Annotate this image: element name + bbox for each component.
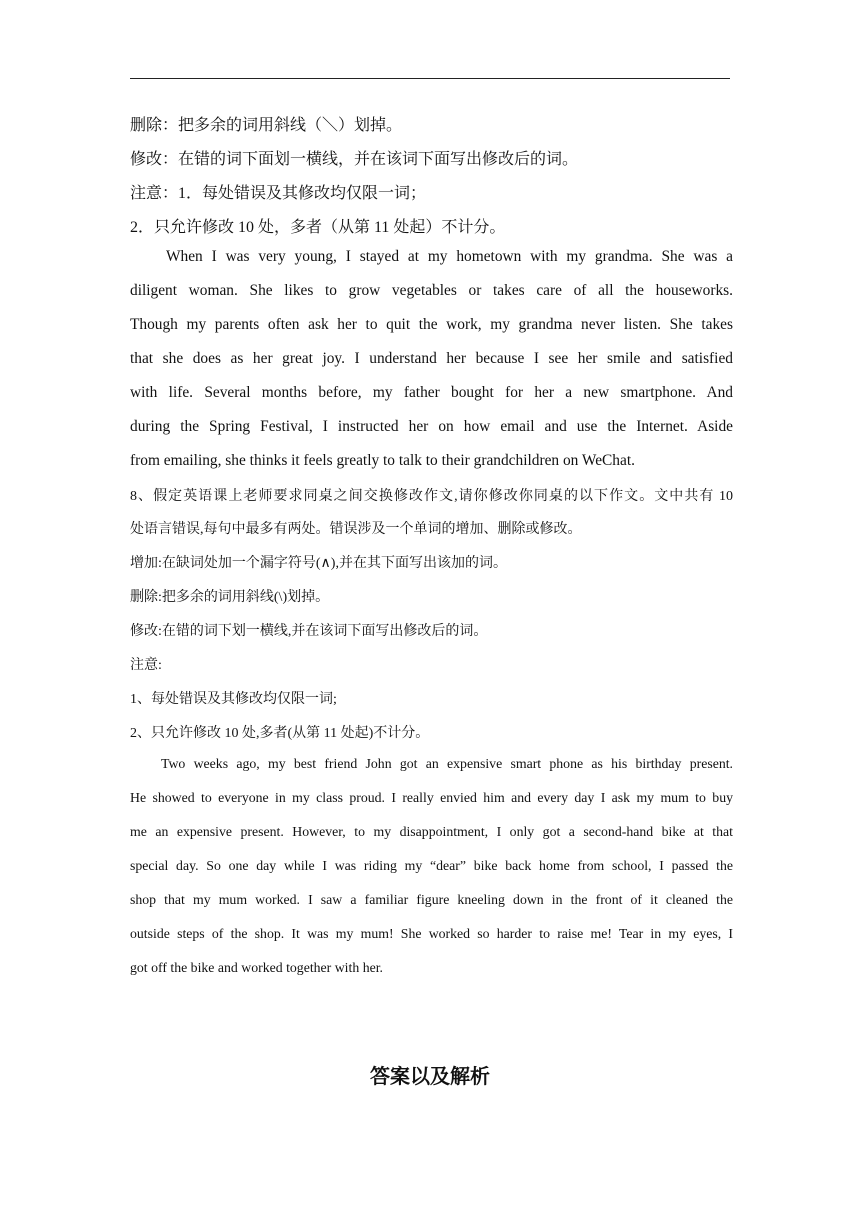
passage1-line: Though my parents often ask her to quit the work, my grandma never listen. She takes: [130, 316, 733, 333]
question-text: 处语言错误,每句中最多有两处。错误涉及一个单词的增加、删除或修改。: [130, 522, 582, 537]
instruction-note: 注意：1．每处错误及其修改均仅限一词；: [130, 185, 427, 202]
passage1-line: from emailing, she thinks it feels greatly to talk to their grandchildren on WeChat.: [130, 452, 635, 469]
passage2-line: He showed to everyone in my class proud. I really envied him and every day I ask my mum to buy: [130, 790, 733, 805]
instruction-add: 增加:在缺词处加一个漏字符号(∧),并在其下面写出该加的词。: [130, 556, 507, 571]
passage1-line: with life. Several months before, my father bought for her a new smartphone. And: [130, 384, 733, 401]
instruction-rule: 2、只允许修改 10 处,多者(从第 11 处起)不计分。: [130, 726, 430, 741]
instruction-note: 注意:: [130, 658, 162, 673]
passage2-line: shop that my mum worked. I saw a familiar figure kneeling down in the front of it cleaned the: [130, 892, 733, 907]
passage2-line: got off the bike and worked together with her.: [130, 960, 384, 975]
passage2-line: outside steps of the shop. It was my mum! She worked so harder to raise me! Tear in my eyes, I: [130, 926, 733, 941]
instruction-modify: 修改:在错的词下划一横线,并在该词下面写出修改后的词。: [130, 624, 488, 639]
question-text: 8、假定英语课上老师要求同桌之间交换修改作文,请你修改你同桌的以下作文。文中共有 10: [130, 489, 733, 504]
passage1-line: diligent woman. She likes to grow vegetables or takes care of all the houseworks.: [130, 282, 733, 299]
passage2-line: me an expensive present. However, to my disappointment, I only got a second-hand bike at that: [130, 824, 733, 839]
instruction-delete: 删除：把多余的词用斜线（＼）划掉。: [130, 117, 403, 134]
instruction-rule: 1、每处错误及其修改均仅限一词;: [130, 692, 337, 707]
instruction-limit: 2．只允许修改 10 处，多者（从第 11 处起）不计分。: [130, 219, 506, 236]
passage1-line: during the Spring Festival, I instructed her on how email and use the Internet. Aside: [130, 418, 733, 435]
passage2-line: Two weeks ago, my best friend John got an expensive smart phone as his birthday present.: [161, 756, 733, 771]
passage1-line: When I was very young, I stayed at my hometown with my grandma. She was a: [166, 248, 733, 265]
answer-heading: 答案以及解析: [370, 1064, 490, 1088]
header-rule: [130, 78, 730, 79]
instruction-delete: 删除:把多余的词用斜线(\)划掉。: [130, 590, 330, 605]
passage1-line: that she does as her great joy. I understand her because I see her smile and satisfied: [130, 350, 733, 367]
instruction-modify: 修改：在错的词下面划一横线，并在该词下面写出修改后的词。: [130, 151, 579, 168]
passage2-line: special day. So one day while I was riding my “dear” bike back home from school, I passed the: [130, 858, 733, 873]
